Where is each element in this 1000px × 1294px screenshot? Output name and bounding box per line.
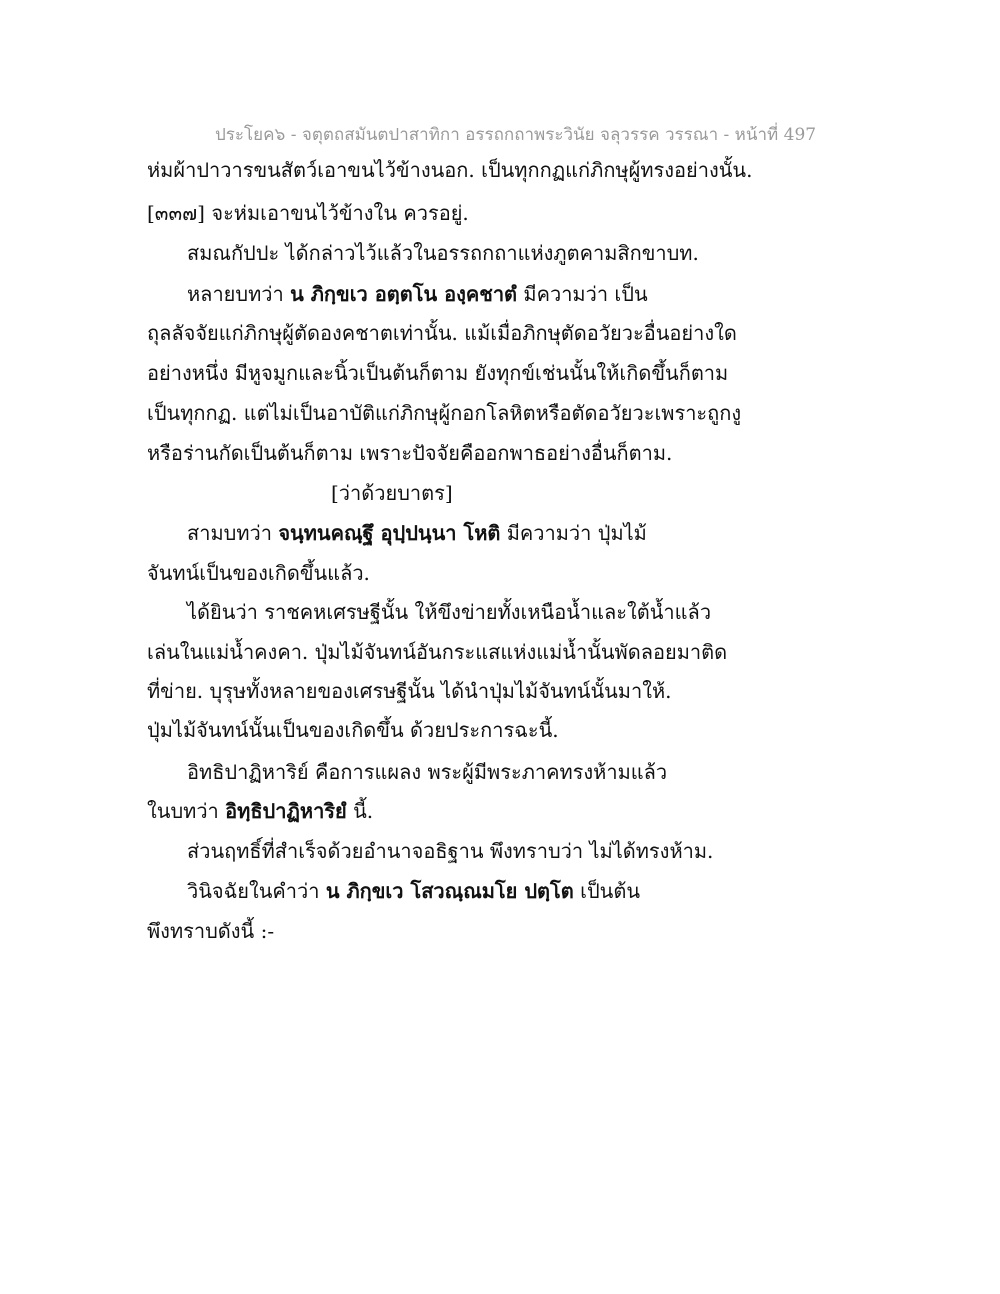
text-segment: สมณกัปปะ ได้กล่าวไว้แล้วในอรรถกถาแห่งภูตคามสิกขาบท. bbox=[187, 241, 699, 265]
text-line bbox=[147, 203, 469, 223]
pali-term: อิทฺธิปาฏิหาริยํ bbox=[225, 799, 347, 823]
text-segment: เล่นในแม่น้ำคงคา. ปุ่มไม้จันทน์อันกระแสแห่งแม่น้ำนั้นพัดลอยมาติด bbox=[147, 640, 728, 664]
text-line bbox=[147, 720, 559, 740]
text-line bbox=[187, 841, 713, 861]
text-segment: เป็นต้น bbox=[573, 879, 641, 903]
text-line bbox=[147, 801, 373, 821]
pali-term: จนฺทนคณฺฐึ อุปฺปนฺนา โหติ bbox=[278, 521, 501, 545]
page-header: ประโยค๖ - จตุตถสมันตปาสาทิกา อรรถกถาพระวินัย จลุวรรค วรรณา - หน้าที่ 497 bbox=[215, 125, 817, 145]
text-line bbox=[187, 243, 699, 263]
pali-term: น ภิกฺขเว โสวณฺณมโย ปตฺโต bbox=[325, 879, 574, 903]
text-line bbox=[187, 881, 640, 901]
text-segment: ที่ข่าย. บุรุษทั้งหลายของเศรษฐีนั้น ได้นำปุ่มไม้จันทน์นั้นมาให้. bbox=[147, 679, 672, 703]
text-segment: หรือร่านกัดเป็นต้นก็ตาม เพราะปัจจัยคืออกพาธอย่างอื่นก็ตาม. bbox=[147, 441, 673, 465]
pali-term: น ภิกฺขเว อตฺตโน องฺคชาตํ bbox=[290, 282, 518, 306]
text-segment: [ว่าด้วยบาตร] bbox=[331, 481, 453, 505]
text-line bbox=[147, 681, 672, 701]
text-line bbox=[187, 602, 711, 622]
text-segment: สามบทว่า bbox=[187, 521, 279, 545]
text-segment: ได้ยินว่า ราชคหเศรษฐีนั้น ให้ขึงข่ายทั้งเหนือน้ำและใต้น้ำแล้ว bbox=[187, 600, 712, 624]
text-line bbox=[147, 443, 672, 463]
text-segment: เป็นทุกกฏ. แต่ไม่เป็นอาบัติแก่ภิกษุผู้กอกโลหิตหรือตัดอวัยวะเพราะถูกงู bbox=[147, 401, 742, 425]
text-segment: มีความว่า ปุ่มไม้ bbox=[500, 521, 647, 545]
text-segment: ถุลลัจจัยแก่ภิกษุผู้ตัดองคชาตเท่านั้น. แม้เมื่อภิกษุตัดอวัยวะอื่นอย่างใด bbox=[147, 321, 737, 345]
text-segment: ปุ่มไม้จันทน์นั้นเป็นของเกิดขึ้น ด้วยประการฉะนี้. bbox=[147, 718, 559, 742]
section-heading bbox=[331, 483, 453, 503]
text-segment: มีความว่า เป็น bbox=[517, 282, 648, 306]
text-segment: [๓๓๗] จะห่มเอาขนไว้ข้างใน ควรอยู่. bbox=[147, 201, 469, 225]
text-line bbox=[147, 563, 370, 583]
text-line bbox=[147, 403, 741, 423]
text-line bbox=[147, 160, 752, 180]
text-segment: อิทธิปาฏิหาริย์ คือการแผลง พระผู้มีพระภาคทรงห้ามแล้ว bbox=[187, 760, 668, 784]
text-segment: ห่มผ้าปาวารขนสัตว์เอาขนไว้ข้างนอก. เป็นทุกกฏแก่ภิกษุผู้ทรงอย่างนั้น. bbox=[147, 158, 753, 182]
text-segment: ส่วนฤทธิ์ที่สำเร็จด้วยอำนาจอธิฐาน พึงทราบว่า ไม่ได้ทรงห้าม. bbox=[187, 839, 714, 863]
text-segment: หลายบทว่า bbox=[187, 282, 291, 306]
text-segment: นี้. bbox=[346, 799, 374, 823]
text-segment: อย่างหนึ่ง มีหูจมูกและนิ้วเป็นต้นก็ตาม ยังทุกข์เช่นนั้นให้เกิดขึ้นก็ตาม bbox=[147, 361, 729, 385]
text-line bbox=[147, 363, 728, 383]
text-segment: จันทน์เป็นของเกิดขึ้นแล้ว. bbox=[147, 561, 370, 585]
text-line bbox=[187, 762, 667, 782]
text-line bbox=[147, 642, 727, 662]
text-segment: วินิจฉัยในคำว่า bbox=[187, 879, 326, 903]
text-segment: ในบทว่า bbox=[147, 799, 226, 823]
text-line bbox=[187, 284, 648, 304]
text-line bbox=[187, 523, 647, 543]
text-line bbox=[147, 323, 737, 343]
text-line bbox=[147, 921, 274, 941]
text-segment: พึงทราบดังนี้ :- bbox=[147, 919, 275, 943]
